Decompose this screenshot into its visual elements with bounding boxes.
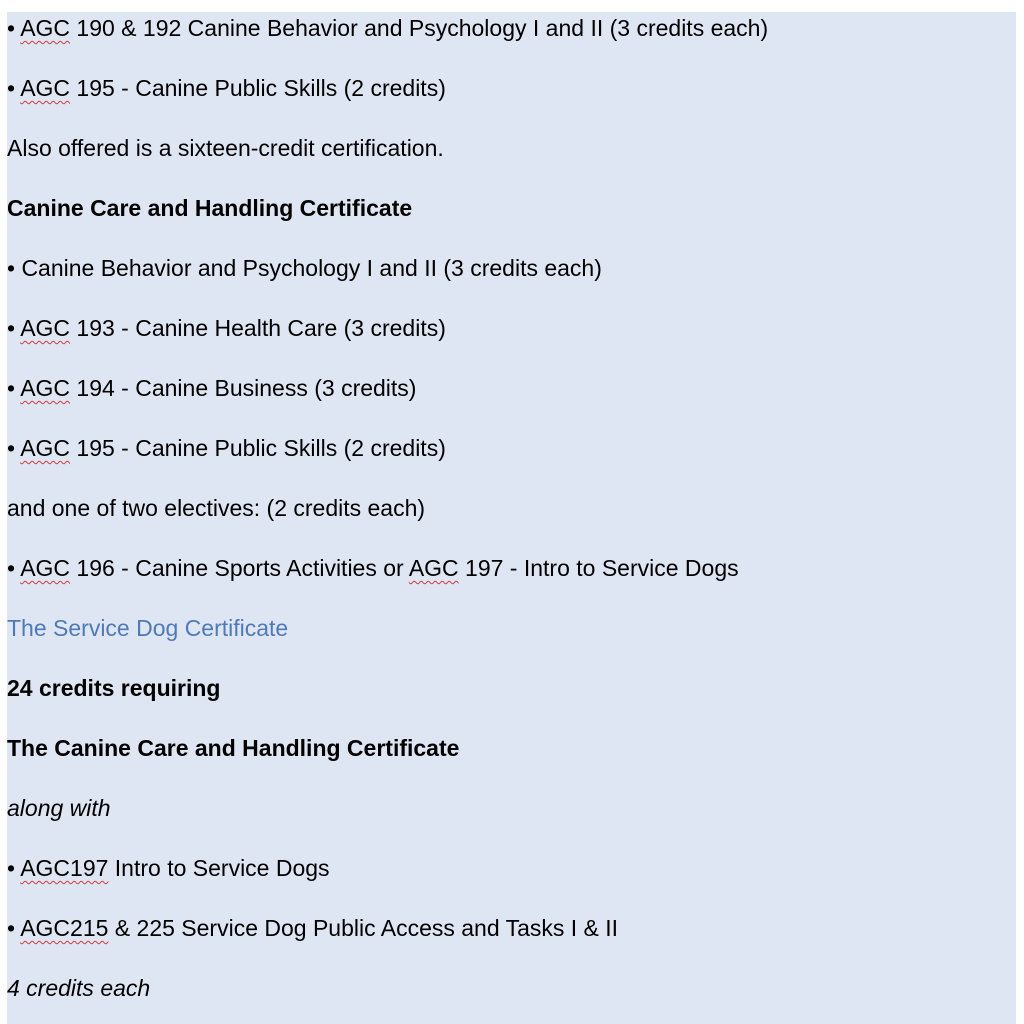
- bullet: •: [7, 375, 16, 401]
- course-text: 190 & 192 Canine Behavior and Psychology I and II (3 credits each): [70, 15, 769, 41]
- course-text: Intro to Service Dogs: [108, 855, 330, 881]
- course-code: AGC: [20, 75, 71, 101]
- course-text: 195 - Canine Public Skills (2 credits): [70, 435, 446, 461]
- course-code: AGC: [20, 15, 71, 41]
- course-code: AGC215: [20, 915, 109, 941]
- course-list-item: • Canine Behavior and Psychology I and II (3 credits each): [7, 255, 602, 281]
- bullet: •: [7, 555, 16, 581]
- section-heading: 24 credits requiring: [7, 675, 221, 701]
- course-list-item: [7, 853, 330, 883]
- course-code: AGC: [20, 375, 71, 401]
- course-list-item: [7, 553, 739, 583]
- course-text: 196 - Canine Sports Activities or: [70, 555, 409, 581]
- paragraph: and one of two electives: (2 credits each): [7, 495, 426, 521]
- course-code: AGC197: [20, 855, 109, 881]
- course-text: 195 - Canine Public Skills (2 credits): [70, 75, 446, 101]
- bullet: •: [7, 15, 16, 41]
- course-list-item: [7, 433, 446, 463]
- paragraph: 4 credits each: [7, 975, 151, 1001]
- document-page: [7, 12, 1016, 1024]
- course-text: 197 - Intro to Service Dogs: [458, 555, 739, 581]
- paragraph: along with: [7, 795, 111, 821]
- paragraph: Also offered is a sixteen-credit certification.: [7, 135, 444, 161]
- bullet: •: [7, 315, 16, 341]
- course-code: AGC: [20, 555, 71, 581]
- bullet: •: [7, 855, 16, 881]
- course-list-item: [7, 73, 446, 103]
- course-code: AGC: [20, 435, 71, 461]
- course-text: 194 - Canine Business (3 credits): [70, 375, 417, 401]
- service-dog-certificate-link[interactable]: The Service Dog Certificate: [7, 615, 289, 641]
- course-list-item: [7, 913, 618, 943]
- course-code: AGC: [20, 315, 71, 341]
- bullet: •: [7, 915, 16, 941]
- section-heading: Canine Care and Handling Certificate: [7, 195, 413, 221]
- course-list-item: [7, 313, 446, 343]
- section-heading: The Canine Care and Handling Certificate: [7, 735, 460, 761]
- course-list-item: [7, 373, 416, 403]
- course-list-item: [7, 13, 768, 43]
- course-code: AGC: [408, 555, 459, 581]
- course-text: 193 - Canine Health Care (3 credits): [70, 315, 446, 341]
- bullet: •: [7, 75, 16, 101]
- course-text: & 225 Service Dog Public Access and Tasks I & II: [108, 915, 619, 941]
- bullet: •: [7, 435, 16, 461]
